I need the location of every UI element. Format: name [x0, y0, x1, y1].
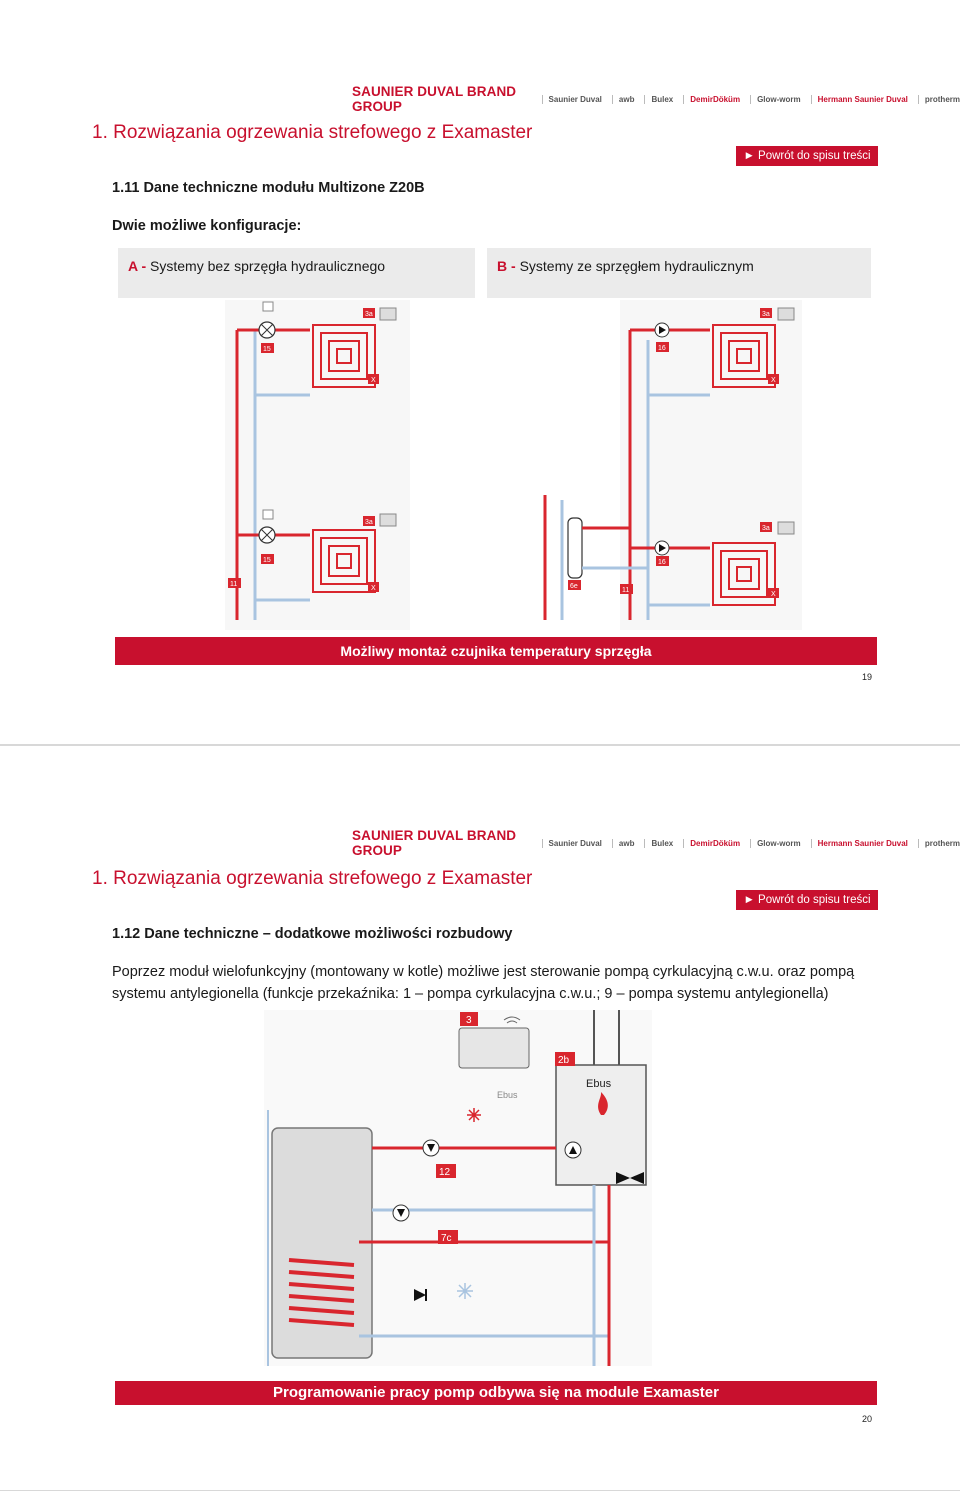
section-subtitle: 1.11 Dane techniczne modułu Multizone Z20B — [112, 180, 425, 196]
label-11: 11 — [622, 587, 630, 594]
cooling-mode-icon — [457, 1283, 473, 1299]
diagram-b-with-hydraulic-separator — [540, 300, 802, 630]
sensor-icon — [263, 302, 273, 311]
config-b-panel — [487, 248, 871, 298]
banner-sensor-note: Możliwy montaż czujnika temperatury sprzęgła — [115, 637, 877, 665]
label-x: X — [771, 377, 776, 384]
config-a-panel — [118, 248, 475, 298]
room-thermostat-icon — [380, 308, 396, 320]
brand-awb: awb — [612, 839, 635, 848]
banner-pump-programming: Programowanie pracy pomp odbywa się na module Examaster — [115, 1381, 877, 1405]
mixing-valve-icon — [259, 527, 275, 543]
page-title: 1. Rozwiązania ogrzewania strefowego z Examaster — [92, 122, 533, 143]
brand-hermann: Hermann Saunier Duval — [811, 839, 908, 848]
brand-glow-worm: Glow-worm — [750, 95, 801, 104]
page-title: 1. Rozwiązania ogrzewania strefowego z Examaster — [92, 868, 533, 889]
brand-demirdokum: DemirDöküm — [683, 95, 740, 104]
brand-logos — [352, 828, 960, 858]
label-2b: 2b — [558, 1055, 570, 1066]
brand-protherm: protherm — [918, 839, 960, 848]
room-thermostat-icon — [778, 522, 794, 534]
brand-bulex: Bulex — [644, 95, 673, 104]
label-16: 16 — [658, 345, 666, 352]
heating-mode-icon — [467, 1108, 481, 1122]
label-3a: 3a — [365, 519, 373, 526]
brand-protherm: protherm — [918, 95, 960, 104]
label-11: 11 — [230, 581, 238, 588]
label-12: 12 — [439, 1167, 451, 1178]
config-a-label: Systemy bez sprzęgła hydraulicznego — [150, 258, 386, 274]
config-b-prefix: B - — [497, 258, 516, 274]
pump-icon — [655, 323, 669, 337]
brand-hermann: Hermann Saunier Duval — [811, 95, 908, 104]
examaster-module-icon — [459, 1028, 529, 1068]
brand-awb: awb — [612, 95, 635, 104]
pump-icon — [423, 1140, 439, 1156]
page-number: 20 — [862, 1414, 873, 1424]
diagram-a-no-hydraulic-separator — [225, 300, 410, 630]
label-3a: 3a — [365, 311, 373, 318]
brand-bulex: Bulex — [644, 839, 673, 848]
brand-logos — [352, 84, 960, 114]
brand-saunier-duval: Saunier Duval — [542, 95, 602, 104]
label-x: X — [771, 591, 776, 598]
label-x: X — [371, 377, 376, 384]
brand-saunier-duval: Saunier Duval — [542, 839, 602, 848]
label-ebus-line: Ebus — [497, 1090, 518, 1100]
config-a-prefix: A - — [128, 258, 147, 274]
label-15: 15 — [263, 346, 271, 353]
label-ebus-boiler: Ebus — [586, 1078, 612, 1090]
pump-icon — [655, 541, 669, 555]
config-b-label: Systemy ze sprzęgłem hydraulicznym — [519, 258, 754, 274]
label-6e: 6e — [570, 583, 578, 590]
slide-19 — [0, 0, 960, 745]
brand-group-logo: SAUNIER DUVAL BRAND GROUP — [352, 828, 517, 858]
label-x: X — [371, 585, 376, 592]
mixing-valve-icon — [259, 322, 275, 338]
back-to-toc-link[interactable]: ► Powrót do spisu treści — [736, 146, 878, 166]
page-number: 19 — [862, 672, 873, 682]
diagram-dhw-circulation — [264, 1010, 652, 1366]
description-paragraph: Poprzez moduł wielofunkcyjny (montowany w kotle) możliwe jest sterowanie pompą cyrkulacyjną c.w.u. oraz pompą systemu antylegionella (funkcje przekaźnika: 1 – pompa cyrkulacyjna c.w.u.; 9 – pompa systemu antylegionella) — [112, 964, 855, 1002]
sensor-icon — [263, 510, 273, 519]
pump-icon — [393, 1205, 409, 1221]
label-3a: 3a — [762, 525, 770, 532]
room-thermostat-icon — [380, 514, 396, 526]
label-7c: 7c — [441, 1233, 452, 1244]
brand-demirdokum: DemirDöküm — [683, 839, 740, 848]
label-16: 16 — [658, 559, 666, 566]
hydraulic-separator-icon — [568, 518, 582, 578]
back-to-toc-link[interactable]: ► Powrót do spisu treści — [736, 890, 878, 910]
brand-glow-worm: Glow-worm — [750, 839, 801, 848]
pump-icon — [565, 1142, 581, 1158]
label-15: 15 — [263, 557, 271, 564]
label-3: 3 — [466, 1015, 472, 1026]
configs-heading: Dwie możliwe konfiguracje: — [112, 218, 302, 234]
section-subtitle: 1.12 Dane techniczne – dodatkowe możliwości rozbudowy — [112, 926, 513, 942]
label-3a: 3a — [762, 311, 770, 318]
brand-group-logo: SAUNIER DUVAL BRAND GROUP — [352, 84, 517, 114]
room-thermostat-icon — [778, 308, 794, 320]
